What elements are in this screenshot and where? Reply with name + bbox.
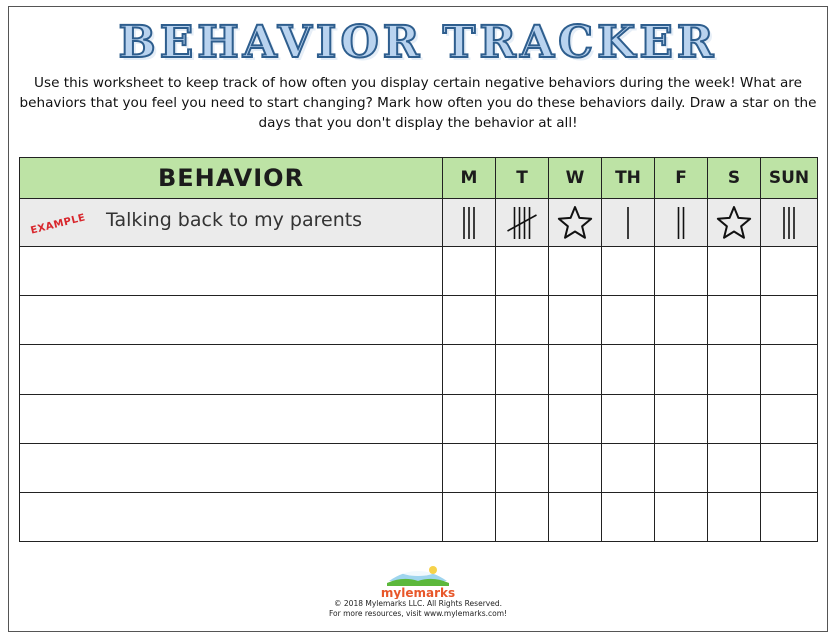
table-row [20, 296, 818, 345]
behavior-entry-cell [20, 345, 443, 394]
day-header-sunday: SUN [761, 158, 818, 199]
star-icon [714, 203, 754, 243]
table-row [20, 394, 818, 443]
resources-text: For more resources, visit www.mylemarks.com! [328, 609, 508, 618]
day-tally-cell [549, 247, 602, 296]
day-tally-cell [496, 296, 549, 345]
day-tally-cell [761, 443, 818, 492]
behavior-entry-cell [20, 394, 443, 443]
day-tally-cell [602, 443, 655, 492]
day-tally-cell [708, 345, 761, 394]
day-tally-cell [708, 394, 761, 443]
example-behavior-text: Talking back to my parents [106, 209, 363, 231]
day-header-saturday: S [708, 158, 761, 199]
tally-mark-icon [608, 203, 648, 243]
day-tally-cell [602, 492, 655, 541]
day-tally-cell [496, 492, 549, 541]
example-tag: EXAMPLE [29, 212, 87, 237]
day-tally-cell [761, 492, 818, 541]
day-tally-cell [655, 247, 708, 296]
day-tally-cell [443, 443, 496, 492]
day-tally-cell [602, 247, 655, 296]
day-tally-cell [708, 247, 761, 296]
day-tally-cell [443, 492, 496, 541]
tally-mark-icon [449, 203, 489, 243]
behavior-entry-cell [20, 296, 443, 345]
example-mark-saturday [708, 199, 761, 247]
day-header-monday: M [443, 158, 496, 199]
table-row [20, 345, 818, 394]
day-tally-cell [761, 247, 818, 296]
instructions-text: Use this worksheet to keep track of how often you display certain negative behaviors during the week! What are behaviors that you feel you need to start changing? Mark how often you do these behaviors daily. Draw a star on the days that you don't display the behavior at all! [19, 75, 817, 131]
day-tally-cell [655, 296, 708, 345]
day-tally-cell [443, 345, 496, 394]
example-mark-monday [443, 199, 496, 247]
example-mark-tuesday [496, 199, 549, 247]
example-mark-friday [655, 199, 708, 247]
day-tally-cell [708, 443, 761, 492]
behavior-entry-cell [20, 492, 443, 541]
worksheet-page [8, 6, 828, 632]
day-tally-cell [496, 247, 549, 296]
day-tally-cell [761, 394, 818, 443]
day-tally-cell [602, 296, 655, 345]
logo-text: mylemarks [381, 586, 455, 599]
day-tally-cell [655, 492, 708, 541]
example-row [20, 199, 818, 247]
day-header-friday: F [655, 158, 708, 199]
day-tally-cell [443, 394, 496, 443]
tally-mark-icon [769, 203, 809, 243]
day-tally-cell [549, 443, 602, 492]
example-mark-thursday [602, 199, 655, 247]
worksheet-title: BEHAVIOR TRACKER [118, 17, 718, 68]
table-row [20, 492, 818, 541]
mylemarks-logo [381, 559, 455, 599]
behavior-entry-cell [20, 247, 443, 296]
table-row [20, 247, 818, 296]
day-tally-cell [602, 345, 655, 394]
example-behavior-cell [20, 199, 443, 247]
day-tally-cell [496, 394, 549, 443]
day-tally-cell [655, 394, 708, 443]
day-tally-cell [549, 296, 602, 345]
day-tally-cell [761, 345, 818, 394]
day-tally-cell [496, 443, 549, 492]
star-icon [555, 203, 595, 243]
footer [9, 559, 827, 619]
day-header-thursday: TH [602, 158, 655, 199]
day-tally-cell [655, 345, 708, 394]
day-tally-cell [549, 345, 602, 394]
example-mark-sunday [761, 199, 818, 247]
behavior-entry-cell [20, 443, 443, 492]
day-tally-cell [602, 394, 655, 443]
tally-mark-icon [502, 203, 542, 243]
day-tally-cell [549, 492, 602, 541]
behavior-tracker-table [19, 157, 818, 542]
copyright-text: © 2018 Mylemarks LLC. All Rights Reserved. [334, 599, 502, 608]
day-tally-cell [708, 492, 761, 541]
tally-mark-icon [661, 203, 701, 243]
day-tally-cell [761, 296, 818, 345]
day-tally-cell [443, 296, 496, 345]
behavior-column-header: BEHAVIOR [20, 158, 443, 199]
day-tally-cell [708, 296, 761, 345]
example-mark-wednesday [549, 199, 602, 247]
day-header-tuesday: T [496, 158, 549, 199]
day-tally-cell [496, 345, 549, 394]
day-tally-cell [655, 443, 708, 492]
day-tally-cell [549, 394, 602, 443]
day-tally-cell [443, 247, 496, 296]
day-header-wednesday: W [549, 158, 602, 199]
table-row [20, 443, 818, 492]
table-header-row [20, 158, 818, 199]
